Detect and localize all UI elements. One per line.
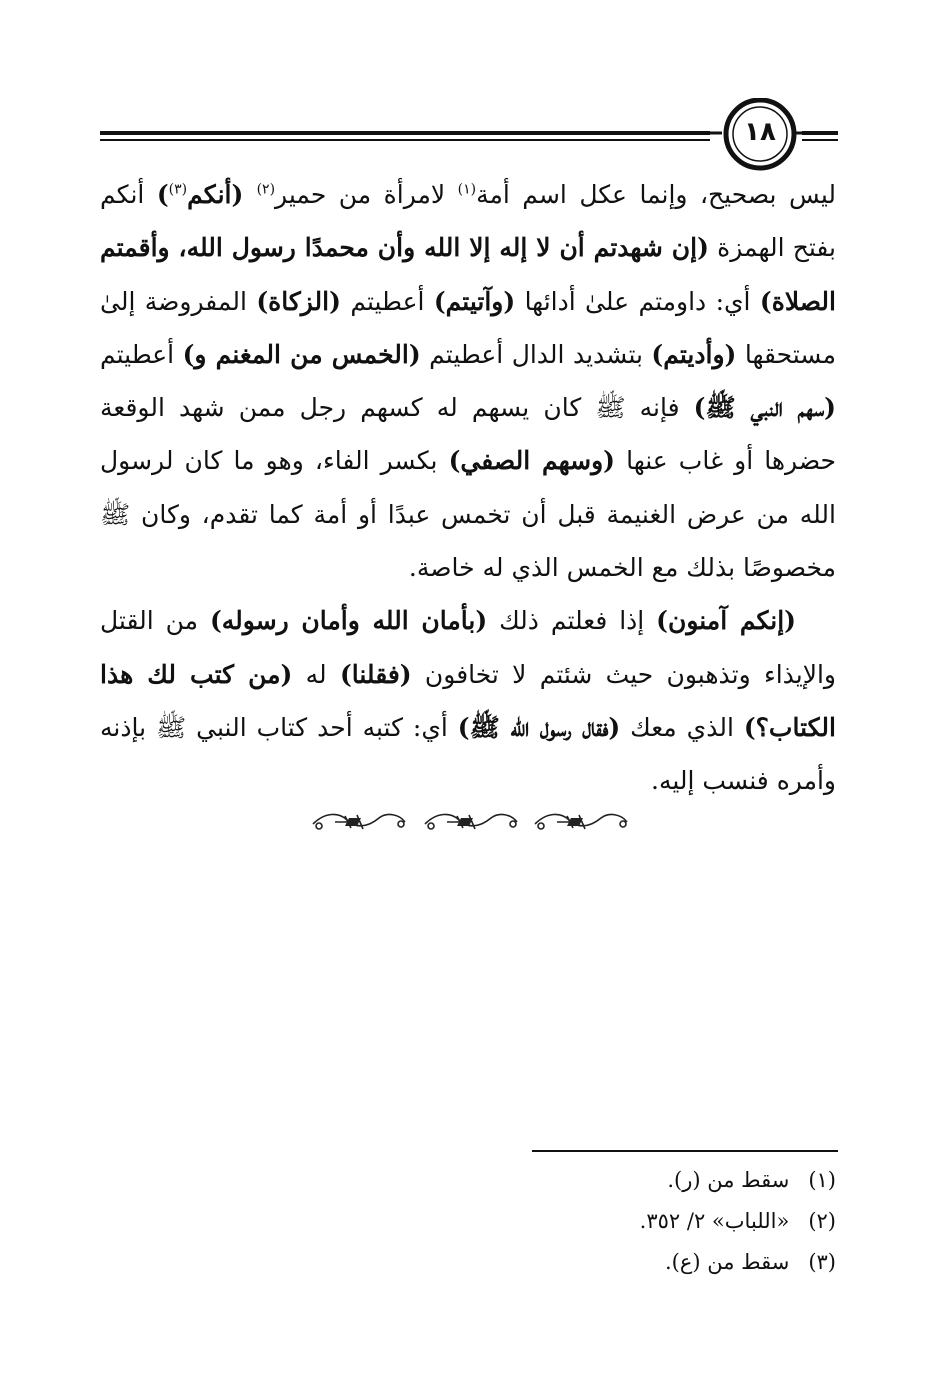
bold-matn-text: (الخمس من المغنم و) [182, 339, 421, 369]
footnote-1 [500, 1160, 836, 1201]
header-rule [100, 98, 838, 178]
bold-matn-text: (أنكم [187, 180, 257, 209]
bold-matn-text: (من كتب لك هذا الكتاب؟) [100, 659, 836, 742]
bold-matn-text: (إن شهدتم أن لا إله إلا الله وأن محمدًا رسول الله، وأقمتم الصلاة) [100, 233, 836, 316]
commentary-text: لامرأة من حمير [275, 180, 458, 209]
page-number: ١٨ [744, 117, 776, 147]
bold-matn-text: (بأمان الله وأمان رسوله) [209, 606, 488, 636]
commentary-text: أي: داومتم علىٰ أدائها [515, 286, 760, 316]
bold-matn-text: ) [156, 180, 169, 209]
commentary-text: ليس بصحيح، وإنما عكل اسم أمة [476, 180, 837, 209]
paragraph-2 [100, 594, 836, 807]
commentary-text: بتشديد الدال أعطيتم [420, 339, 652, 369]
footnotes [500, 1160, 836, 1283]
bold-matn-text: (إنكم آمنون) [656, 606, 796, 636]
bold-matn-text: (وسهم الصفي) [448, 446, 616, 476]
paragraph-1 [100, 168, 836, 594]
commentary-text: أعطيتم [100, 339, 183, 369]
commentary-text: فإنه ﷺ كان يسهم له كسهم رجل ممن شهد الوقعة حضرها أو غاب عنها [100, 393, 836, 476]
commentary-text: من القتل والإيذاء وتذهبون حيث شئتم لا تخافون [100, 606, 837, 689]
bold-matn-text: (فقلنا) [339, 659, 412, 689]
commentary-text: أعطيتم [340, 286, 434, 316]
footnote-text: سقط من (ع). [664, 1250, 790, 1274]
footnote-3 [500, 1242, 836, 1283]
commentary-text: المفروضة إلىٰ مستحقها [100, 286, 836, 369]
commentary-text: بكسر الفاء، وهو ما كان لرسول الله من عرض الغنيمة قبل أن تخمس عبدًا أو أمة كما تقدم، وكان ﷺ مخصوصًا بذلك مع الخمس الذي له خاصة. [100, 446, 836, 583]
footnote-separator [532, 1150, 838, 1152]
commentary-text: أي: كتبه أحد كتاب النبي ﷺ بإذنه وأمره فنسب إليه. [100, 712, 836, 796]
main-text [100, 168, 836, 808]
page-header [100, 98, 838, 178]
footnote-text: «اللباب» ٢/ ٣٥٢. [639, 1209, 790, 1233]
commentary-text: أنكم بفتح الهمزة [100, 180, 836, 263]
footnote-number: (٣) [808, 1250, 836, 1274]
section-ornament [305, 806, 635, 838]
footnote-marker: (٢) [256, 181, 276, 198]
footnote-number: (١) [808, 1168, 836, 1192]
footnote-text: سقط من (ر). [667, 1168, 790, 1192]
bold-matn-text: (وأديتم) [651, 339, 737, 369]
bold-matn-text: (وآتيتم) [433, 286, 516, 316]
bold-matn-text: (فقال رسول الله ﷺ) [457, 712, 621, 742]
footnote-2 [500, 1201, 836, 1242]
bold-matn-text: (الزكاة) [256, 286, 341, 316]
footnote-marker: (٣) [168, 181, 188, 198]
footnote-number: (٢) [808, 1209, 836, 1233]
bold-matn-text: (سهم النبي ﷺ) [693, 393, 836, 423]
commentary-text: الذي معك [620, 712, 744, 742]
footnote-marker: (١) [457, 181, 477, 198]
commentary-text: إذا فعلتم ذلك [487, 606, 657, 636]
commentary-text: له [292, 659, 340, 689]
